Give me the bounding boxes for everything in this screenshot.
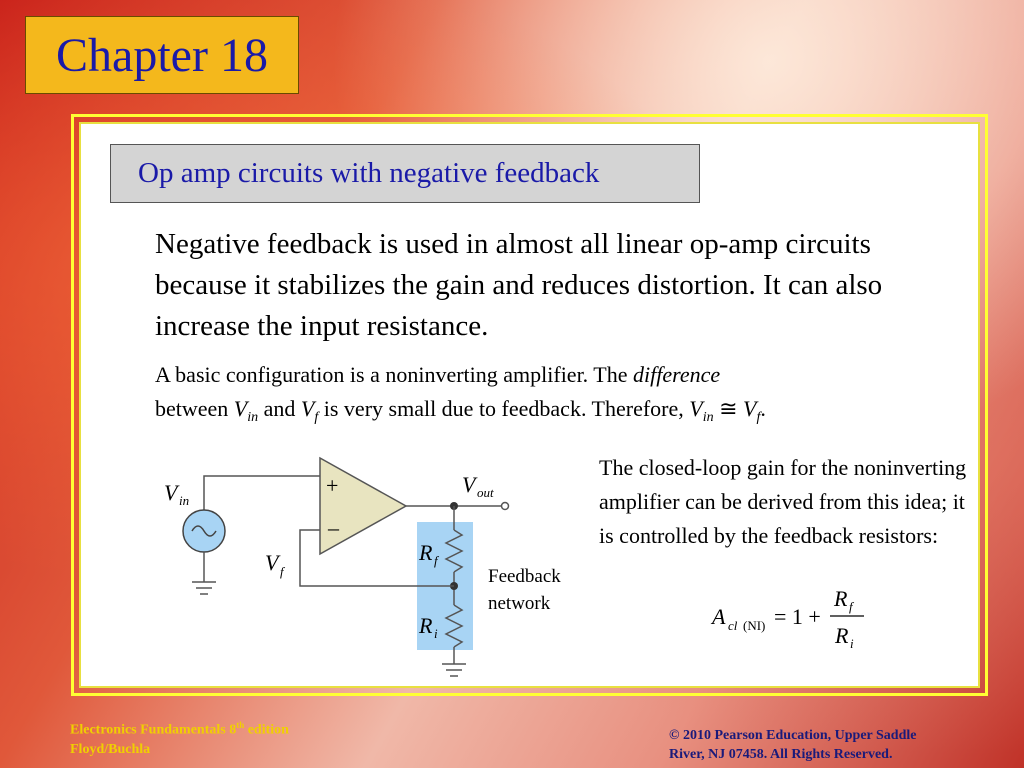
svg-text:R: R bbox=[419, 613, 433, 638]
svg-text:cl: cl bbox=[728, 618, 738, 633]
svg-text:= 1 +: = 1 + bbox=[774, 604, 821, 629]
intro-paragraph: Negative feedback is used in almost all linear op-amp circuits because it stabilizes the gain and reduces distortion. It can also increase the input resistance. bbox=[155, 228, 883, 342]
output-terminal bbox=[502, 503, 509, 510]
svg-text:R: R bbox=[835, 623, 849, 648]
svg-text:out: out bbox=[477, 485, 494, 500]
slide-title: Op amp circuits with negative feedback bbox=[138, 157, 600, 189]
chapter-title: Chapter 18 bbox=[56, 28, 268, 82]
gain-paragraph: The closed-loop gain for the noninverting amplifier can be derived from this idea; it is controlled by the feedback resistors: bbox=[599, 455, 967, 548]
svg-text:V: V bbox=[164, 480, 178, 505]
svg-text:i: i bbox=[434, 626, 438, 641]
footer-copyright: © 2010 Pearson Education, Upper Saddle River, NJ 07458. All Rights Reserved. bbox=[669, 728, 917, 762]
slide-title-box bbox=[110, 144, 700, 203]
feedback-label-2: network bbox=[488, 593, 551, 614]
feedback-label-1: Feedback bbox=[488, 566, 561, 587]
svg-text:in: in bbox=[179, 493, 190, 508]
svg-text:V: V bbox=[462, 472, 476, 497]
config-paragraph: A basic configuration is a noninverting amplifier. The difference between $V_{in}$ and $V_f$ is very small due to feedback. Therefore, $V_{in}$ ≅ $V_f$. bbox=[155, 362, 766, 425]
noninverting-amplifier-circuit bbox=[160, 450, 580, 690]
chapter-badge bbox=[25, 16, 299, 94]
footer-book-info: Electronics Fundamentals 8th edition Floyd/Buchla bbox=[70, 720, 289, 757]
svg-text:R: R bbox=[834, 586, 848, 611]
svg-text:R: R bbox=[419, 540, 433, 565]
svg-text:–: – bbox=[328, 515, 339, 540]
svg-text:f: f bbox=[434, 553, 438, 568]
svg-text:V: V bbox=[265, 550, 279, 575]
gain-formula bbox=[708, 580, 878, 656]
svg-text:f: f bbox=[280, 564, 284, 579]
svg-text:A: A bbox=[712, 604, 726, 629]
svg-text:i: i bbox=[850, 636, 854, 651]
svg-text:+: + bbox=[326, 473, 339, 498]
svg-text:f: f bbox=[849, 599, 853, 614]
svg-text:(NI): (NI) bbox=[743, 618, 766, 633]
